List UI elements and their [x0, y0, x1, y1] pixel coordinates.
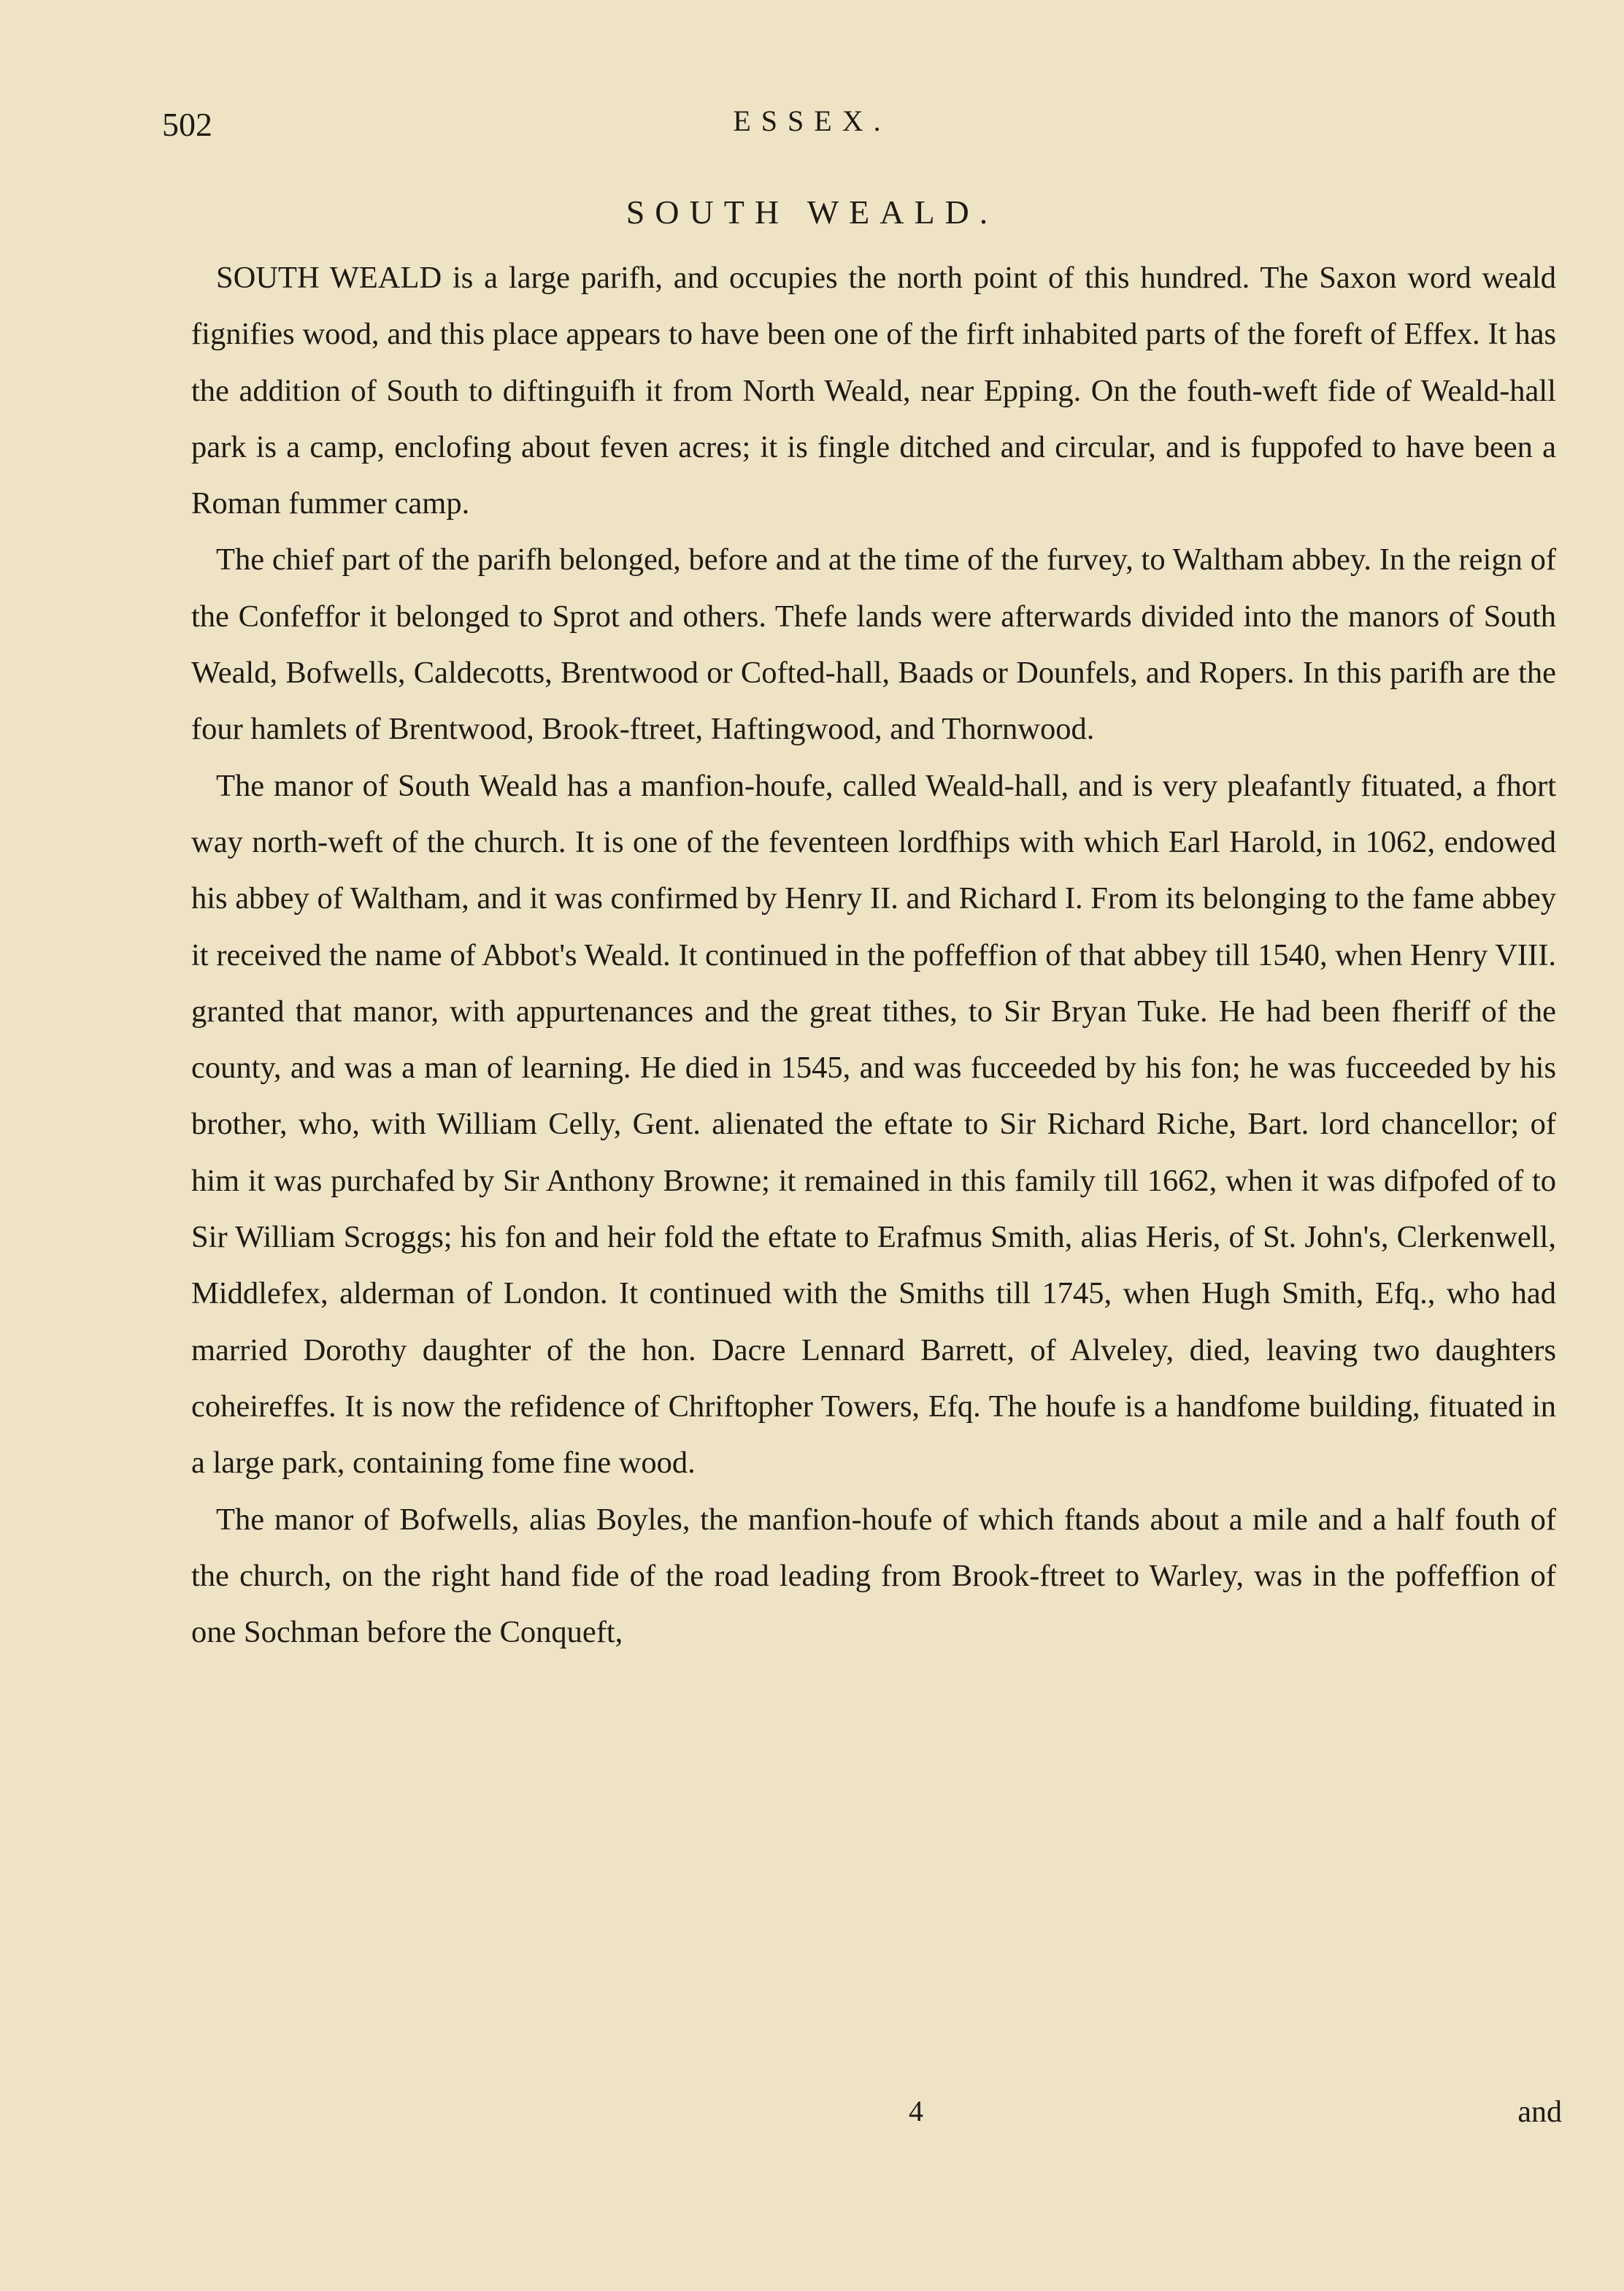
page-number: 502 [162, 106, 212, 143]
catchword: and [1517, 2095, 1562, 2129]
running-head: ESSEX. [733, 104, 891, 137]
paragraph: The manor of Bofwells, alias Boyles, the manfion-houfe of which ftands about a mile and a half fouth of the church, on the right hand fide of the road leading from Brook-ftreet to Warley, was in the poffeffion of one Sochman before the Conqueft, [191, 1502, 1556, 1650]
paragraph: The manor of South Weald has a manfion-houfe, called Weald-hall, and is very pleafantly fituated, a fhort way north-weft of the church. It is one of the feventeen lordfhips with which Earl Harold, in 1062, endowed his abbey of Waltham, and it was confirmed by Henry II. and Richard I. From its belonging to the fame abbey it received the name of Abbot's Weald. It continued in the poffeffion of that abbey till 1540, when Henry VIII. granted that manor, with appurtenances and the great tithes, to Sir Bryan Tuke. He had been fheriff of the county, and was a man of learning. He died in 1545, and was fucceeded by his fon; he was fucceeded by his brother, who, with William Celly, Gent. alienated the eftate to Sir Richard Riche, Bart. lord chancellor; of him it was purchafed by Sir Anthony Browne; it remained in this family till 1662, when it was difpofed of to Sir William Scroggs; his fon and heir fold the eftate to Erafmus Smith, alias Heris, of St. John's, Clerkenwell, Middlefex, alderman of London. It continued with the Smiths till 1745, when Hugh Smith, Efq., who had married Dorothy daughter of the hon. Dacre Lennard Barrett, of Alveley, died, leaving two daughters coheireffes. It is now the refidence of Chriftopher Towers, Efq. The houfe is a handfome building, fituated in a large park, containing fome fine wood. [191, 768, 1556, 1481]
section-title: SOUTH WEALD. [626, 193, 998, 231]
paragraph: SOUTH WEALD is a large parifh, and occupies the north point of this hundred. The Saxon word weald fignifies wood, and this place appears to have been one of the firft inhabited parts of the foreft of Effex. It has the addition of South to diftinguifh it from North Weald, near Epping. On the fouth-weft fide of Weald-hall park is a camp, enclofing about feven acres; it is fingle ditched and circular, and is fuppofed to have been a Roman fummer camp. [191, 261, 1556, 521]
signature-mark: 4 [909, 2095, 923, 2127]
body-text [191, 250, 1556, 1660]
paragraph: The chief part of the parifh belonged, before and at the time of the furvey, to Waltham abbey. In the reign of the Confeffor it belonged to Sprot and others. Thefe lands were afterwards divided into the manors of South Weald, Bofwells, Caldecotts, Brentwood or Cofted-hall, Baads or Dounfels, and Ropers. In this parifh are the four hamlets of Brentwood, Brook-ftreet, Haftingwood, and Thornwood. [191, 542, 1556, 747]
